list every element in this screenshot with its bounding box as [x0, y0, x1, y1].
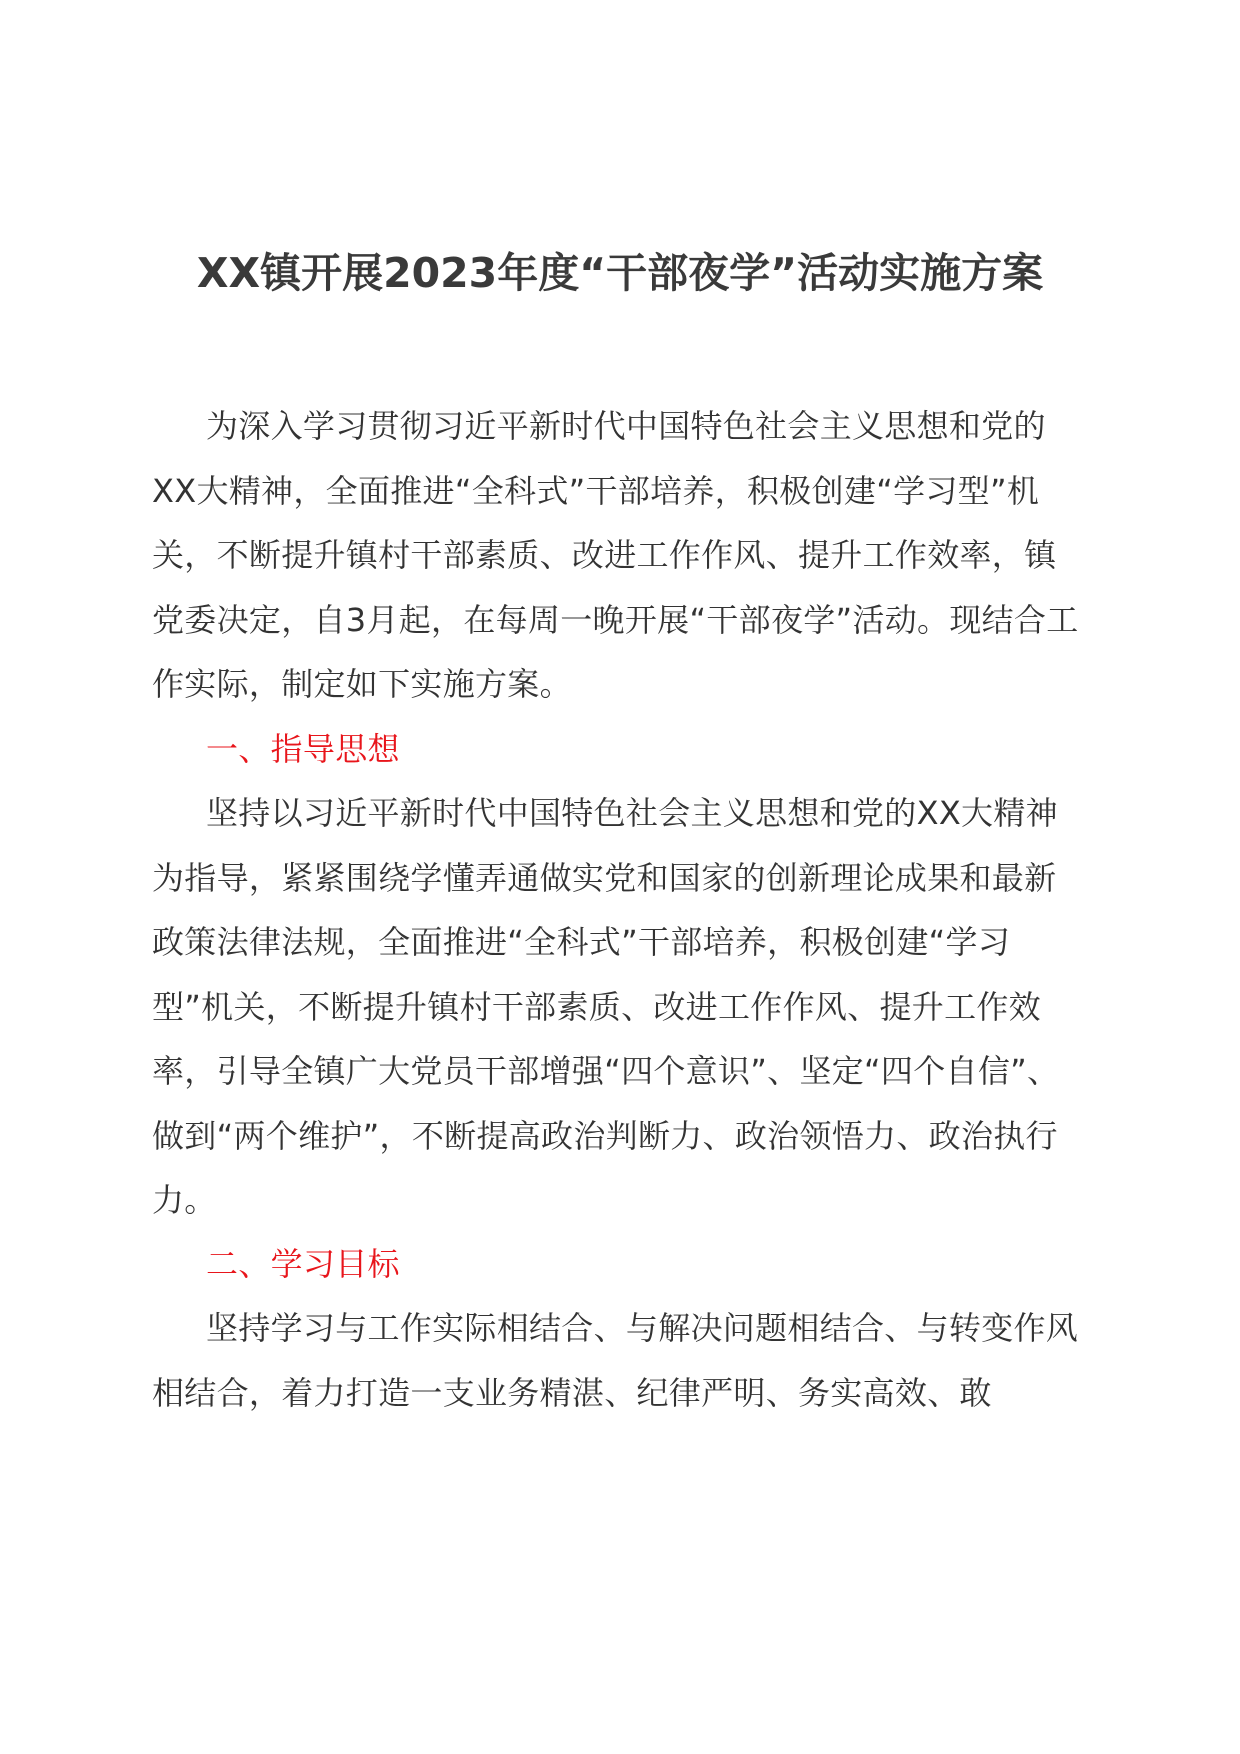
section-heading-learning-goals: 二、学习目标	[206, 1245, 400, 1283]
section-paragraph-guiding-ideology: 坚持以习近平新时代中国特色社会主义思想和党的XX大精神为指导，紧紧围绕学懂弄通做实党和国家的创新理论成果和最新政策法律法规，全面推进“全科式”干部培养，积极创建“学习型”机关，不断提升镇村干部素质、改进工作作风、提升工作效率，引导全镇广大党员干部增强“四个意识”、坚定“四个自信”、做到“两个维护”，不断提高政治判断力、政治领悟力、政治执行力。	[152, 794, 1060, 1219]
document-title: XX镇开展2023年度“干部夜学”活动实施方案	[196, 249, 1044, 297]
section-paragraph-learning-goals: 坚持学习与工作实际相结合、与解决问题相结合、与转变作风相结合，着力打造一支业务精湛、纪律严明、务实高效、敢	[152, 1309, 1079, 1412]
section-heading-guiding-ideology: 一、指导思想	[206, 730, 400, 768]
intro-paragraph: 为深入学习贯彻习近平新时代中国特色社会主义思想和党的XX大精神，全面推进“全科式”干部培养，积极创建“学习型”机关，不断提升镇村干部素质、改进工作作风、提升工作效率，镇党委决定，自3月起，在每周一晚开展“干部夜学”活动。现结合工作实际，制定如下实施方案。	[152, 407, 1079, 703]
